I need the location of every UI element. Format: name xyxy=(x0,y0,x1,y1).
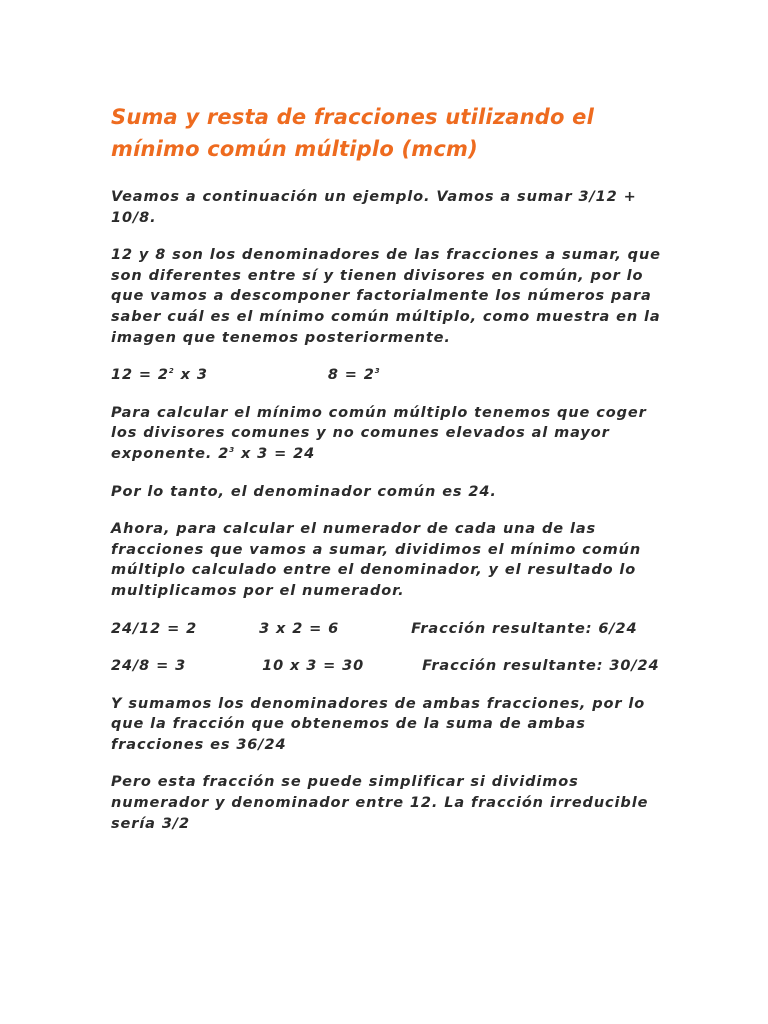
mcm-formula: $2^3$ x 3 = 24 xyxy=(218,445,316,462)
sum-paragraph: Y sumamos los denominadores de ambas fracciones, por lo que la fracción que obtenemos de la suma de ambas fracciones es 36/24 xyxy=(111,695,646,753)
division-2: 24/8 = 3 xyxy=(111,658,187,675)
common-denominator-paragraph: Por lo tanto, el denominador común es 24. xyxy=(111,483,497,500)
intro-paragraph: Veamos a continuación un ejemplo. Vamos a sumar 3/12 + 10/8. xyxy=(111,189,637,226)
result-2: Fracción resultante: 30/24 xyxy=(422,658,660,675)
product-1: 3 x 2 = 6 xyxy=(259,620,340,637)
factor-12: $12 = 2^2$ x 3 xyxy=(111,367,208,384)
division-1: 24/12 = 2 xyxy=(111,620,198,637)
factor-8: $8 = 2^3$ xyxy=(327,367,381,384)
mcm-paragraph: Para calcular el mínimo común múltiplo tenemos que coger los divisores comunes y no comunes elevados al mayor exponente. $2^3$ x 3 = 24 xyxy=(111,404,647,462)
document-page xyxy=(111,101,671,851)
numerator-paragraph: Ahora, para calcular el numerador de cada una de las fracciones que vamos a sumar, dividimos el mínimo común múltiplo calculado entre el denominador, y el resultado lo multiplicamos por el numerador. xyxy=(111,521,642,599)
page-title: Suma y resta de fracciones utilizando el mínimo común múltiplo (mcm) xyxy=(111,105,594,161)
product-2: 10 x 3 = 30 xyxy=(262,658,365,675)
result-1: Fracción resultante: 6/24 xyxy=(411,620,638,637)
simplification-paragraph: Pero esta fracción se puede simplificar si dividimos numerador y denominador entre 12. La fracción irreducible sería 3/2 xyxy=(111,774,649,832)
factorization-row xyxy=(111,365,671,386)
calculation-row-2 xyxy=(111,656,671,677)
denominators-paragraph: 12 y 8 son los denominadores de las fracciones a sumar, que son diferentes entre sí y tienen divisores en común, por lo que vamos a descomponer factorialmente los números para saber cuál es el mínimo común múltiplo, como muestra en la imagen que tenemos posteriormente. xyxy=(111,247,661,346)
calculation-row-1 xyxy=(111,619,671,640)
